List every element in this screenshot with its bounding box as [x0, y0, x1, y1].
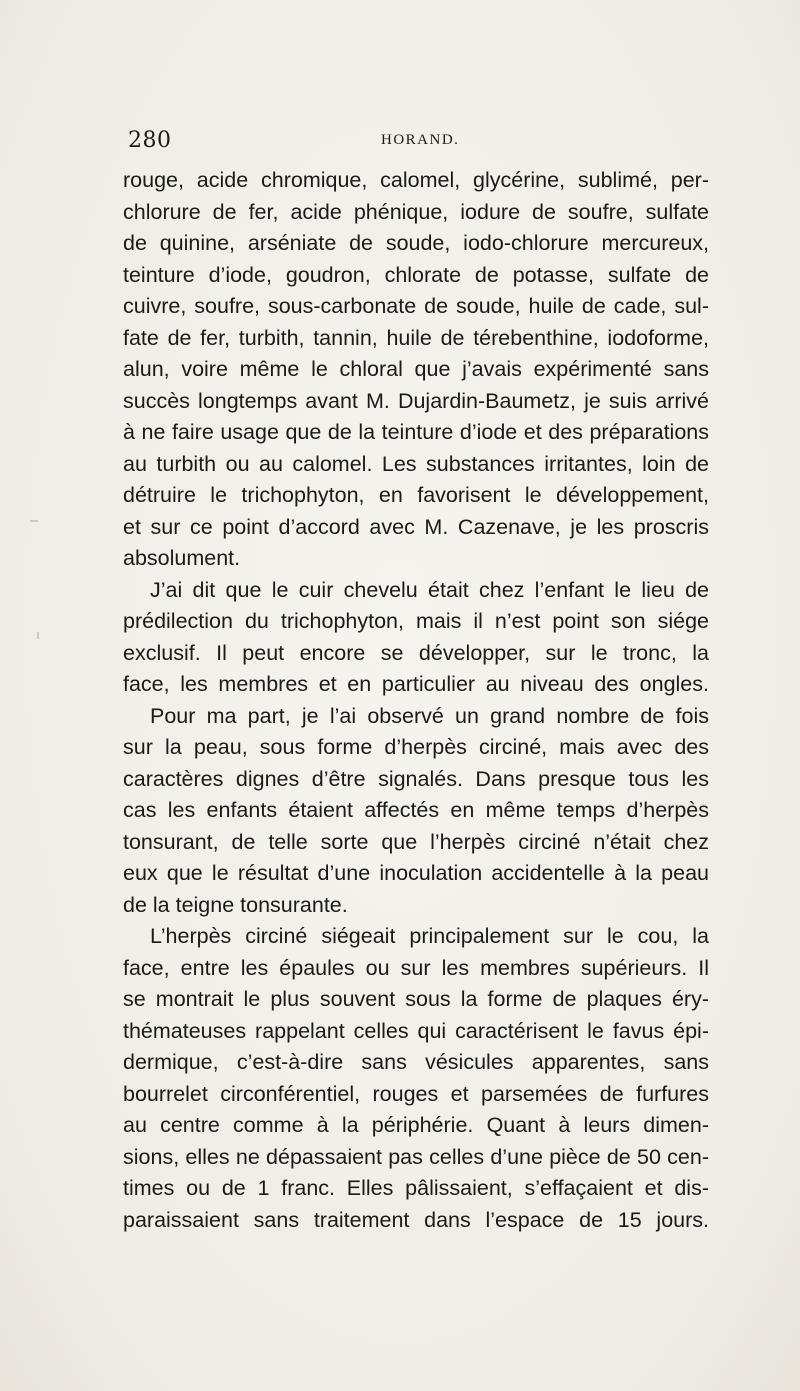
page-number: 280 [128, 128, 172, 153]
text-line: exclusif. Il peut encore se développer, sur le tronc, la [123, 640, 709, 665]
text-line: sur la peau, sous forme d’herpès circiné, mais avec des [123, 735, 709, 759]
margin-mark [37, 632, 39, 639]
text-line: bourrelet circonférentiel, rouges et parsemées de furfures [123, 1081, 709, 1106]
text-line: prédilection du trichophyton, mais il n’est point son siége [123, 609, 709, 633]
paragraph [123, 701, 709, 922]
text-line: absolument. [123, 546, 241, 570]
text-line: à ne faire usage que de la teinture d’iode et des préparations [123, 420, 709, 444]
text-line: fate de fer, turbith, tannin, huile de térebenthine, iodoforme, [123, 325, 709, 350]
text-line: cas les enfants étaient affectés en même temps d’herpès [123, 798, 709, 822]
text-line: eux que le résultat d’une inoculation accidentelle à la peau [123, 861, 709, 885]
running-head: HORAND. [381, 132, 460, 148]
text-line: J’ai dit que le cuir chevelu était chez l’enfant le lieu de [150, 577, 709, 602]
margin-mark [30, 520, 38, 522]
text-line: chlorure de fer, acide phénique, iodure de soufre, sulfate [123, 199, 709, 224]
text-line: times ou de 1 franc. Elles pâlissaient, s’effaçaient et dis- [123, 1176, 709, 1200]
text-line: dermique, c’est-à-dire sans vésicules apparentes, sans [123, 1050, 709, 1074]
paragraph [123, 921, 709, 1236]
text-line: et sur ce point d’accord avec M. Cazenave, je les proscris [123, 514, 709, 539]
text-line: teinture d’iode, goudron, chlorate de potasse, sulfate de [123, 262, 709, 287]
text-line: de la teigne tonsurante. [123, 892, 348, 917]
text-line: de quinine, arséniate de soude, iodo-chlorure mercureux, [123, 231, 709, 255]
text-line: caractères dignes d’être signalés. Dans presque tous les [123, 766, 709, 791]
text-line: thémateuses rappelant celles qui caractérisent le favus épi- [123, 1018, 709, 1043]
text-line: succès longtemps avant M. Dujardin-Baumetz, je suis arrivé [123, 388, 709, 413]
text-line: au centre comme à la périphérie. Quant à leurs dimen- [123, 1113, 709, 1137]
text-line: rouge, acide chromique, calomel, glycérine, sublimé, per- [123, 168, 709, 192]
text-line: face, les membres et en particulier au niveau des ongles. [123, 672, 709, 696]
text-line: sions, elles ne dépassaient pas celles d’une pièce de 50 cen- [123, 1144, 709, 1169]
body-text [123, 165, 709, 1236]
text-line: face, entre les épaules ou sur les membres supérieurs. Il [123, 955, 709, 980]
text-line: détruire le trichophyton, en favorisent le développement, [123, 483, 709, 507]
paragraph [123, 165, 709, 575]
text-line: Pour ma part, je l’ai observé un grand nombre de fois [150, 703, 709, 728]
text-line: L’herpès circiné siégeait principalement sur le cou, la [150, 924, 709, 948]
text-line: alun, voire même le chloral que j’avais expérimenté sans [123, 357, 709, 381]
text-line: paraissaient sans traitement dans l’espace de 15 jours. [123, 1207, 709, 1232]
paragraph [123, 575, 709, 701]
text-line: se montrait le plus souvent sous la forme de plaques éry- [123, 987, 709, 1011]
text-line: au turbith ou au calomel. Les substances irritantes, loin de [123, 451, 709, 476]
text-line: tonsurant, de telle sorte que l’herpès circiné n’était chez [123, 829, 709, 854]
page-header [128, 128, 710, 158]
text-line: cuivre, soufre, sous-carbonate de soude, huile de cade, sul- [123, 294, 709, 318]
